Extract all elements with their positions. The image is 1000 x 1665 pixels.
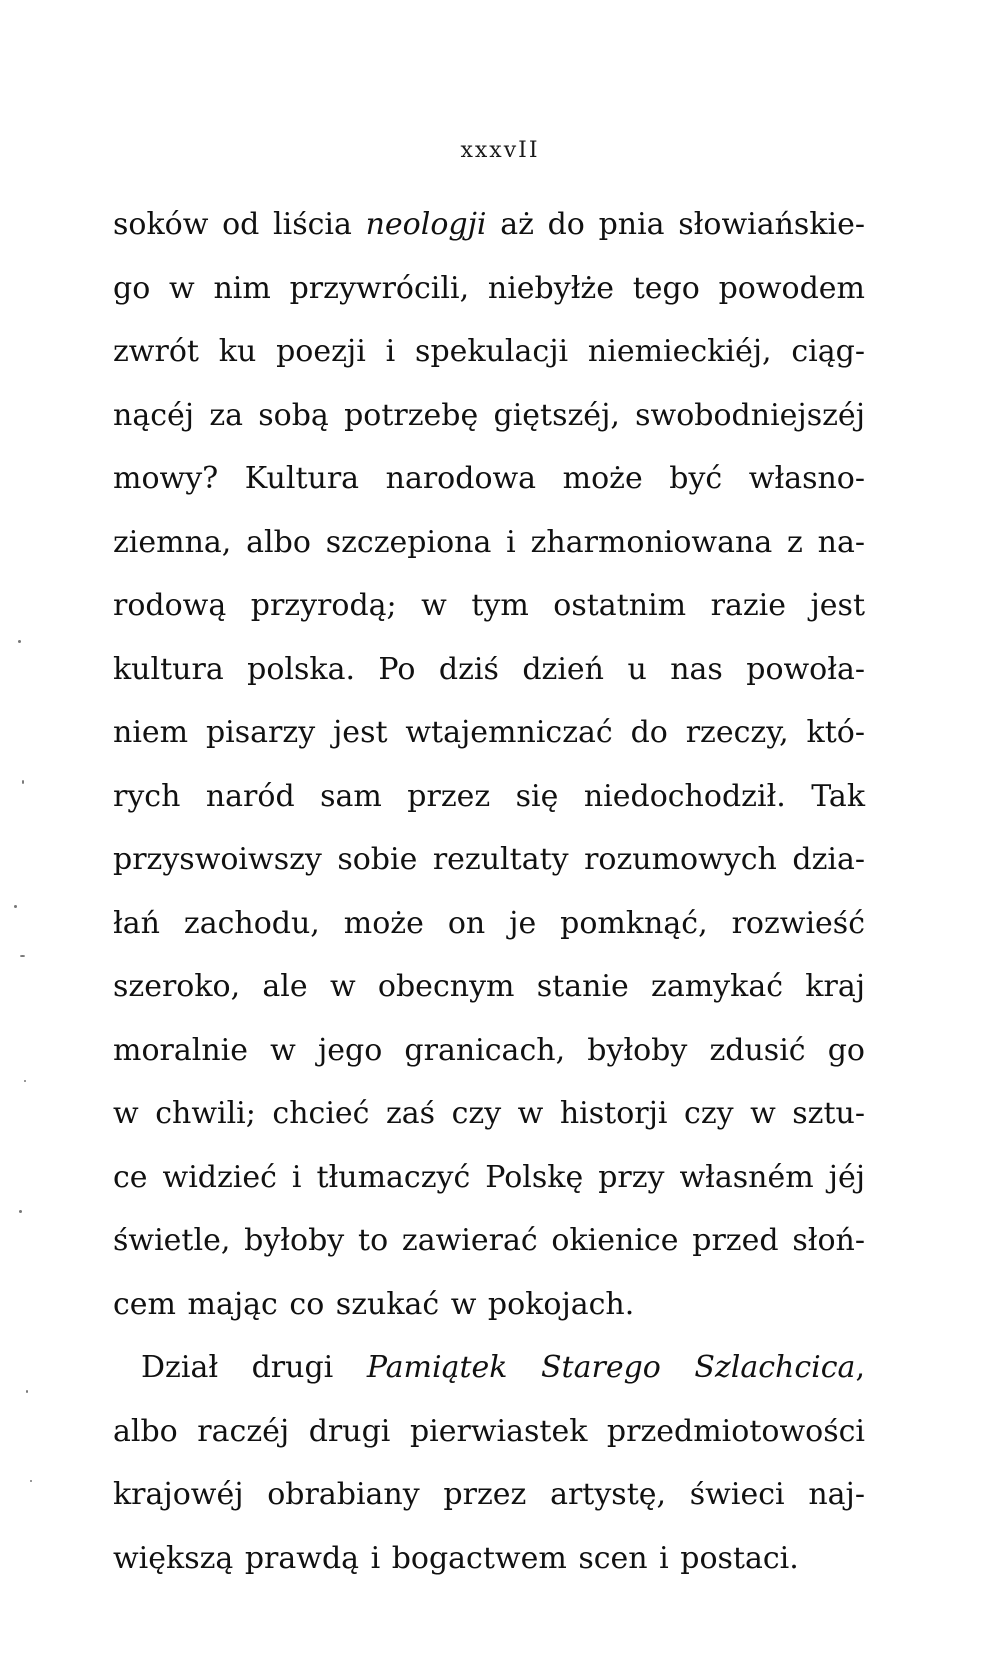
text-run: rodową przyrodą; w tym ostatnim razie jest <box>113 588 865 623</box>
text-run: ce widzieć i tłumaczyć Polskę przy własném jéj <box>113 1159 865 1195</box>
scan-speck <box>18 640 21 643</box>
text-line <box>113 1463 865 1527</box>
text-run: ziemna, albo szczepiona i zharmoniowana z na- <box>113 524 865 560</box>
text-line <box>113 1527 865 1591</box>
text-line <box>113 384 865 448</box>
text-line <box>113 638 865 702</box>
page-number: xxxvII <box>460 138 540 163</box>
text-run: go w nim przywrócili, niebyłże tego powodem <box>113 270 865 306</box>
text-line <box>113 447 865 511</box>
text-run: rych naród sam przez się niedochodził. Tak <box>113 778 865 814</box>
text-run: niem pisarzy jest wtajemniczać do rzeczy, któ- <box>113 715 865 750</box>
text-line <box>113 701 865 765</box>
text-line <box>113 1146 865 1210</box>
text-line <box>113 1209 865 1273</box>
text-line <box>113 892 865 956</box>
text-run: moralnie w jego granicach, byłoby zdusić go <box>113 1032 865 1068</box>
scan-speck <box>20 955 25 957</box>
text-run: przyswoiwszy sobie rezultaty rozumowych dzia- <box>113 842 865 877</box>
text-run: mowy? Kultura narodowa może być własno- <box>113 461 865 496</box>
italic-title-text: Pamiątek Starego Szlachcica <box>366 1350 856 1385</box>
text-line <box>113 1336 865 1400</box>
text-run: , <box>855 1350 865 1385</box>
text-run: szeroko, ale w obecnym stanie zamykać kraj <box>113 969 865 1004</box>
body-text <box>113 193 865 1590</box>
text-line <box>113 1400 865 1464</box>
text-run: albo raczéj drugi pierwiastek przedmiotowości <box>113 1413 865 1449</box>
scan-speck <box>14 905 17 908</box>
text-run: soków od liścia <box>113 207 366 242</box>
text-line <box>113 1273 865 1337</box>
scan-speck <box>30 1480 32 1482</box>
text-line <box>113 1082 865 1146</box>
scan-speck <box>26 1390 28 1393</box>
text-run: cem mając co szukać w pokojach. <box>113 1286 635 1322</box>
italic-title-text: neologji <box>365 207 487 242</box>
text-run: większą prawdą i bogactwem scen i postaci. <box>113 1540 799 1576</box>
text-run: łań zachodu, może on je pomknąć, rozwieść <box>113 905 865 941</box>
text-line <box>113 955 865 1019</box>
text-run: kultura polska. Po dziś dzień u nas powoła- <box>113 651 865 687</box>
scan-speck <box>22 780 24 784</box>
text-line <box>113 320 865 384</box>
scan-speck <box>19 1210 22 1213</box>
text-run: w chwili; chcieć zaś czy w historji czy w sztu- <box>113 1096 865 1131</box>
text-run: świetle, byłoby to zawierać okienice przed słoń- <box>113 1223 865 1258</box>
text-run: krajowéj obrabiany przez artystę, świeci naj- <box>113 1477 865 1512</box>
text-line <box>113 574 865 638</box>
text-run: nącéj za sobą potrzebę giętszéj, swobodniejszéj <box>113 397 865 433</box>
text-run: aż do pnia słowiańskie- <box>486 207 865 242</box>
text-line <box>113 828 865 892</box>
text-line <box>113 193 865 257</box>
text-line <box>113 1019 865 1083</box>
text-line <box>113 511 865 575</box>
text-run: zwrót ku poezji i spekulacji niemieckiéj, ciąg- <box>113 334 865 369</box>
text-line <box>113 765 865 829</box>
text-run: Dział drugi <box>141 1350 367 1385</box>
text-line <box>113 257 865 321</box>
scan-speck <box>24 1080 26 1082</box>
